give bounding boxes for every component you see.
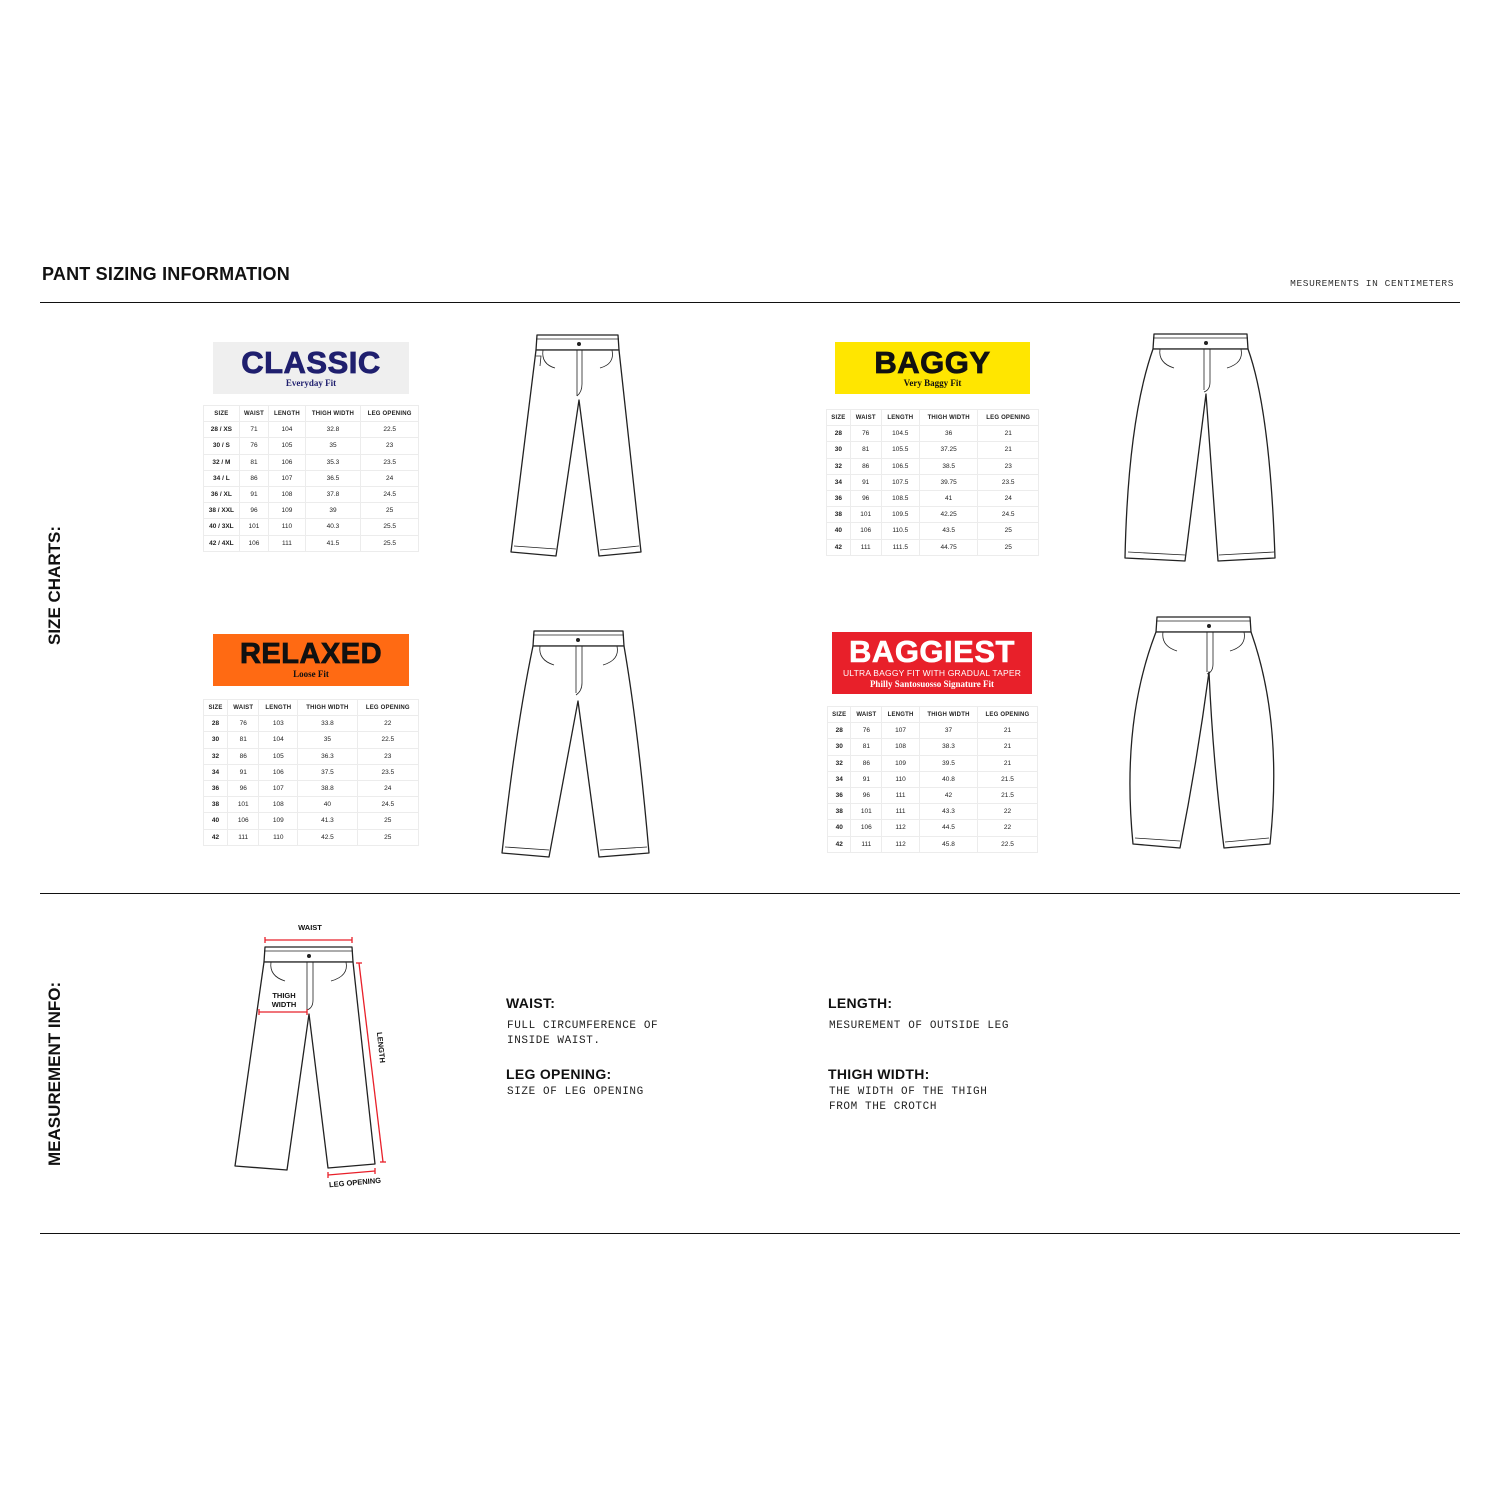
baggiest-badge-subtitle2: Philly Santosuosso Signature Fit xyxy=(869,679,995,690)
relaxed-size-table xyxy=(203,699,419,846)
table-cell: 109 xyxy=(259,813,298,829)
table-cell: 91 xyxy=(850,474,881,490)
classic-badge-subtitle: Everyday Fit xyxy=(285,378,337,389)
length-description: MESUREMENT OF OUTSIDE LEG xyxy=(829,1020,1010,1032)
table-cell: 37.5 xyxy=(298,764,357,780)
table-cell: 111 xyxy=(850,539,881,555)
table-cell: 21 xyxy=(977,723,1037,739)
table-row xyxy=(204,829,419,845)
table-cell: 111 xyxy=(882,804,920,820)
table-cell: 34 xyxy=(828,771,851,787)
table-cell: 110.5 xyxy=(881,523,919,539)
table-cell: 42.25 xyxy=(919,507,977,523)
column-header: LENGTH xyxy=(269,406,305,422)
table-row xyxy=(204,748,419,764)
table-cell: 22 xyxy=(977,804,1037,820)
table-cell: 43.3 xyxy=(920,804,978,820)
table-cell: 42 / 4XL xyxy=(204,535,240,551)
baggiest-badge-subtitle: ULTRA BAGGY FIT WITH GRADUAL TAPER xyxy=(842,668,1022,679)
column-header: LENGTH xyxy=(881,410,919,426)
table-cell: 22.5 xyxy=(361,422,419,438)
table-cell: 108 xyxy=(259,797,298,813)
table-cell: 91 xyxy=(851,771,882,787)
table-row xyxy=(828,836,1038,852)
table-cell: 107.5 xyxy=(881,474,919,490)
length-heading: LENGTH: xyxy=(828,995,893,1011)
table-cell: 111 xyxy=(228,829,259,845)
table-cell: 21 xyxy=(977,739,1037,755)
table-cell: 25.5 xyxy=(361,535,419,551)
table-row xyxy=(827,539,1039,555)
relaxed-badge xyxy=(213,634,409,686)
table-cell: 32 xyxy=(828,755,851,771)
table-cell: 81 xyxy=(239,454,268,470)
table-cell: 25.5 xyxy=(361,519,419,535)
classic-pant-illustration xyxy=(505,330,645,560)
table-cell: 38 xyxy=(204,797,228,813)
table-row xyxy=(828,739,1038,755)
size-charts-label: SIZE CHARTS: xyxy=(45,526,64,645)
table-header-row xyxy=(204,700,419,716)
table-cell: 22 xyxy=(977,820,1037,836)
table-cell: 104.5 xyxy=(881,426,919,442)
table-row xyxy=(828,755,1038,771)
table-cell: 24.5 xyxy=(361,486,419,502)
column-header: LEG OPENING xyxy=(361,406,419,422)
table-cell: 36.5 xyxy=(305,470,361,486)
table-cell: 34 xyxy=(827,474,851,490)
baggy-size-table xyxy=(826,409,1039,556)
table-cell: 96 xyxy=(850,490,881,506)
table-cell: 21.5 xyxy=(977,771,1037,787)
table-cell: 42 xyxy=(828,836,851,852)
table-cell: 24.5 xyxy=(357,797,418,813)
table-cell: 96 xyxy=(239,503,268,519)
table-cell: 25 xyxy=(361,503,419,519)
table-cell: 21 xyxy=(977,755,1037,771)
table-cell: 106 xyxy=(850,523,881,539)
classic-badge-title: CLASSIC xyxy=(241,344,381,380)
table-cell: 37 xyxy=(920,723,978,739)
table-cell: 36 xyxy=(204,780,228,796)
table-cell: 39.5 xyxy=(920,755,978,771)
table-cell: 105.5 xyxy=(881,442,919,458)
table-cell: 44.5 xyxy=(920,820,978,836)
table-cell: 41 xyxy=(919,490,977,506)
table-cell: 36 xyxy=(828,787,851,803)
table-cell: 38.5 xyxy=(919,458,977,474)
table-row xyxy=(828,820,1038,836)
table-cell: 96 xyxy=(228,780,259,796)
waist-description: FULL CIRCUMFERENCE OF INSIDE WAIST. xyxy=(507,1020,659,1047)
table-cell: 25 xyxy=(978,523,1039,539)
table-row xyxy=(204,780,419,796)
middle-divider xyxy=(40,893,1460,894)
classic-badge xyxy=(213,342,409,394)
table-cell: 109.5 xyxy=(881,507,919,523)
table-cell: 34 xyxy=(204,764,228,780)
table-cell: 22.5 xyxy=(357,732,418,748)
thigh-width-description: THE WIDTH OF THE THIGH FROM THE CROTCH xyxy=(829,1086,988,1113)
table-cell: 106 xyxy=(239,535,268,551)
table-cell: 37.25 xyxy=(919,442,977,458)
column-header: SIZE xyxy=(827,410,851,426)
column-header: THIGH WIDTH xyxy=(919,410,977,426)
table-cell: 30 xyxy=(204,732,228,748)
table-cell: 32.8 xyxy=(305,422,361,438)
table-cell: 81 xyxy=(850,442,881,458)
table-cell: 86 xyxy=(850,458,881,474)
table-cell: 23 xyxy=(361,438,419,454)
table-cell: 38 xyxy=(828,804,851,820)
table-cell: 30 xyxy=(828,739,851,755)
table-cell: 21 xyxy=(978,426,1039,442)
table-cell: 40.8 xyxy=(920,771,978,787)
table-cell: 25 xyxy=(357,829,418,845)
table-row xyxy=(204,454,419,470)
table-cell: 110 xyxy=(269,519,305,535)
table-cell: 40 / 3XL xyxy=(204,519,240,535)
table-cell: 109 xyxy=(882,755,920,771)
table-cell: 71 xyxy=(239,422,268,438)
table-cell: 39.75 xyxy=(919,474,977,490)
table-cell: 81 xyxy=(851,739,882,755)
table-cell: 38 / XXL xyxy=(204,503,240,519)
table-cell: 33.8 xyxy=(298,716,357,732)
baggiest-badge-title: BAGGIEST xyxy=(849,633,1015,669)
table-cell: 36 xyxy=(919,426,977,442)
column-header: LEG OPENING xyxy=(977,707,1037,723)
table-row xyxy=(204,813,419,829)
table-cell: 24 xyxy=(361,470,419,486)
bottom-divider xyxy=(40,1233,1460,1234)
relaxed-badge-title: RELAXED xyxy=(239,637,383,670)
diagram-label-leg-opening: LEG OPENING xyxy=(328,1175,382,1190)
diagram-label-thigh: THIGH WIDTH xyxy=(271,991,297,1009)
table-row xyxy=(204,519,419,535)
table-cell: 34 / L xyxy=(204,470,240,486)
table-header-row xyxy=(827,410,1039,426)
baggiest-size-table xyxy=(827,706,1038,853)
baggy-pant-illustration xyxy=(1120,330,1280,565)
table-row xyxy=(204,422,419,438)
table-cell: 30 xyxy=(827,442,851,458)
table-cell: 108 xyxy=(269,486,305,502)
table-cell: 76 xyxy=(850,426,881,442)
table-cell: 105 xyxy=(269,438,305,454)
table-cell: 23.5 xyxy=(978,474,1039,490)
table-cell: 38.8 xyxy=(298,780,357,796)
table-row xyxy=(204,503,419,519)
table-cell: 108.5 xyxy=(881,490,919,506)
table-cell: 108 xyxy=(882,739,920,755)
table-cell: 110 xyxy=(882,771,920,787)
column-header: WAIST xyxy=(851,707,882,723)
table-cell: 101 xyxy=(239,519,268,535)
table-cell: 86 xyxy=(239,470,268,486)
table-cell: 40 xyxy=(298,797,357,813)
table-row xyxy=(827,474,1039,490)
table-cell: 35 xyxy=(298,732,357,748)
table-cell: 111 xyxy=(269,535,305,551)
table-row xyxy=(204,732,419,748)
table-cell: 111.5 xyxy=(881,539,919,555)
column-header: LENGTH xyxy=(882,707,920,723)
table-cell: 32 xyxy=(204,748,228,764)
table-cell: 101 xyxy=(228,797,259,813)
table-cell: 106 xyxy=(228,813,259,829)
baggy-badge-title: BAGGY xyxy=(874,344,991,380)
table-cell: 22.5 xyxy=(977,836,1037,852)
table-cell: 23.5 xyxy=(357,764,418,780)
table-cell: 25 xyxy=(978,539,1039,555)
column-header: WAIST xyxy=(239,406,268,422)
column-header: THIGH WIDTH xyxy=(920,707,978,723)
table-cell: 43.5 xyxy=(919,523,977,539)
relaxed-badge-subtitle: Loose Fit xyxy=(293,669,329,680)
table-cell: 21.5 xyxy=(977,787,1037,803)
table-cell: 76 xyxy=(239,438,268,454)
leg-opening-heading: LEG OPENING: xyxy=(506,1066,612,1082)
table-cell: 111 xyxy=(882,787,920,803)
table-row xyxy=(828,771,1038,787)
table-cell: 76 xyxy=(851,723,882,739)
table-cell: 40 xyxy=(828,820,851,836)
table-cell: 76 xyxy=(228,716,259,732)
table-cell: 40.3 xyxy=(305,519,361,535)
table-row xyxy=(204,486,419,502)
table-cell: 28 xyxy=(828,723,851,739)
table-cell: 23.5 xyxy=(361,454,419,470)
table-row xyxy=(827,426,1039,442)
column-header: THIGH WIDTH xyxy=(298,700,357,716)
column-header: SIZE xyxy=(204,700,228,716)
top-divider xyxy=(40,302,1460,303)
column-header: SIZE xyxy=(828,707,851,723)
table-cell: 45.8 xyxy=(920,836,978,852)
measurement-info-label: MEASUREMENT INFO: xyxy=(45,981,64,1166)
table-cell: 24.5 xyxy=(978,507,1039,523)
table-cell: 86 xyxy=(228,748,259,764)
table-cell: 41.5 xyxy=(305,535,361,551)
baggiest-badge xyxy=(832,632,1032,694)
table-cell: 110 xyxy=(259,829,298,845)
table-cell: 40 xyxy=(827,523,851,539)
table-cell: 35.3 xyxy=(305,454,361,470)
table-cell: 44.75 xyxy=(919,539,977,555)
page-title: PANT SIZING INFORMATION xyxy=(42,264,290,284)
table-cell: 106 xyxy=(269,454,305,470)
table-cell: 28 xyxy=(204,716,228,732)
column-header: THIGH WIDTH xyxy=(305,406,361,422)
baggy-badge xyxy=(835,342,1030,394)
table-cell: 42 xyxy=(920,787,978,803)
table-cell: 32 xyxy=(827,458,851,474)
table-row xyxy=(827,507,1039,523)
table-cell: 112 xyxy=(882,820,920,836)
table-cell: 106 xyxy=(851,820,882,836)
diagram-label-waist: WAIST xyxy=(298,923,322,932)
table-row xyxy=(828,804,1038,820)
table-cell: 38 xyxy=(827,507,851,523)
table-header-row xyxy=(204,406,419,422)
table-cell: 42 xyxy=(827,539,851,555)
table-cell: 91 xyxy=(228,764,259,780)
column-header: LEG OPENING xyxy=(978,410,1039,426)
baggy-badge-subtitle: Very Baggy Fit xyxy=(903,378,962,389)
column-header: LENGTH xyxy=(259,700,298,716)
table-cell: 36.3 xyxy=(298,748,357,764)
relaxed-pant-illustration xyxy=(498,627,653,862)
table-cell: 109 xyxy=(269,503,305,519)
classic-size-table xyxy=(203,405,419,552)
table-cell: 107 xyxy=(259,780,298,796)
table-cell: 28 xyxy=(827,426,851,442)
table-cell: 91 xyxy=(239,486,268,502)
table-cell: 107 xyxy=(882,723,920,739)
table-row xyxy=(827,458,1039,474)
table-header-row xyxy=(828,707,1038,723)
table-cell: 40 xyxy=(204,813,228,829)
table-cell: 101 xyxy=(851,804,882,820)
table-cell: 42.5 xyxy=(298,829,357,845)
table-cell: 23 xyxy=(357,748,418,764)
column-header: WAIST xyxy=(850,410,881,426)
table-cell: 28 / XS xyxy=(204,422,240,438)
table-row xyxy=(204,716,419,732)
table-cell: 112 xyxy=(882,836,920,852)
table-row xyxy=(204,438,419,454)
table-cell: 38.3 xyxy=(920,739,978,755)
leg-opening-description: SIZE OF LEG OPENING xyxy=(507,1086,644,1098)
diagram-label-length: LENGTH xyxy=(374,1031,388,1064)
table-row xyxy=(828,723,1038,739)
table-cell: 42 xyxy=(204,829,228,845)
column-header: SIZE xyxy=(204,406,240,422)
table-cell: 36 / XL xyxy=(204,486,240,502)
table-row xyxy=(827,442,1039,458)
table-cell: 104 xyxy=(269,422,305,438)
table-row xyxy=(204,470,419,486)
table-cell: 21 xyxy=(978,442,1039,458)
table-row xyxy=(204,535,419,551)
table-cell: 37.8 xyxy=(305,486,361,502)
table-cell: 24 xyxy=(357,780,418,796)
table-cell: 86 xyxy=(851,755,882,771)
table-cell: 111 xyxy=(851,836,882,852)
table-cell: 105 xyxy=(259,748,298,764)
units-note: MESUREMENTS IN CENTIMETERS xyxy=(1290,278,1454,289)
column-header: LEG OPENING xyxy=(357,700,418,716)
waist-heading: WAIST: xyxy=(506,995,556,1011)
table-row xyxy=(828,787,1038,803)
table-cell: 101 xyxy=(850,507,881,523)
table-cell: 106.5 xyxy=(881,458,919,474)
table-cell: 41.3 xyxy=(298,813,357,829)
table-cell: 30 / S xyxy=(204,438,240,454)
table-row xyxy=(827,523,1039,539)
baggiest-pant-illustration xyxy=(1125,612,1280,852)
table-cell: 36 xyxy=(827,490,851,506)
table-cell: 22 xyxy=(357,716,418,732)
table-cell: 96 xyxy=(851,787,882,803)
table-cell: 39 xyxy=(305,503,361,519)
thigh-width-heading: THIGH WIDTH: xyxy=(828,1066,930,1082)
table-cell: 24 xyxy=(978,490,1039,506)
table-cell: 106 xyxy=(259,764,298,780)
table-cell: 107 xyxy=(269,470,305,486)
table-cell: 104 xyxy=(259,732,298,748)
table-cell: 103 xyxy=(259,716,298,732)
table-cell: 25 xyxy=(357,813,418,829)
table-cell: 35 xyxy=(305,438,361,454)
table-cell: 81 xyxy=(228,732,259,748)
table-row xyxy=(827,490,1039,506)
column-header: WAIST xyxy=(228,700,259,716)
table-row xyxy=(204,764,419,780)
table-cell: 23 xyxy=(978,458,1039,474)
table-cell: 32 / M xyxy=(204,454,240,470)
table-row xyxy=(204,797,419,813)
